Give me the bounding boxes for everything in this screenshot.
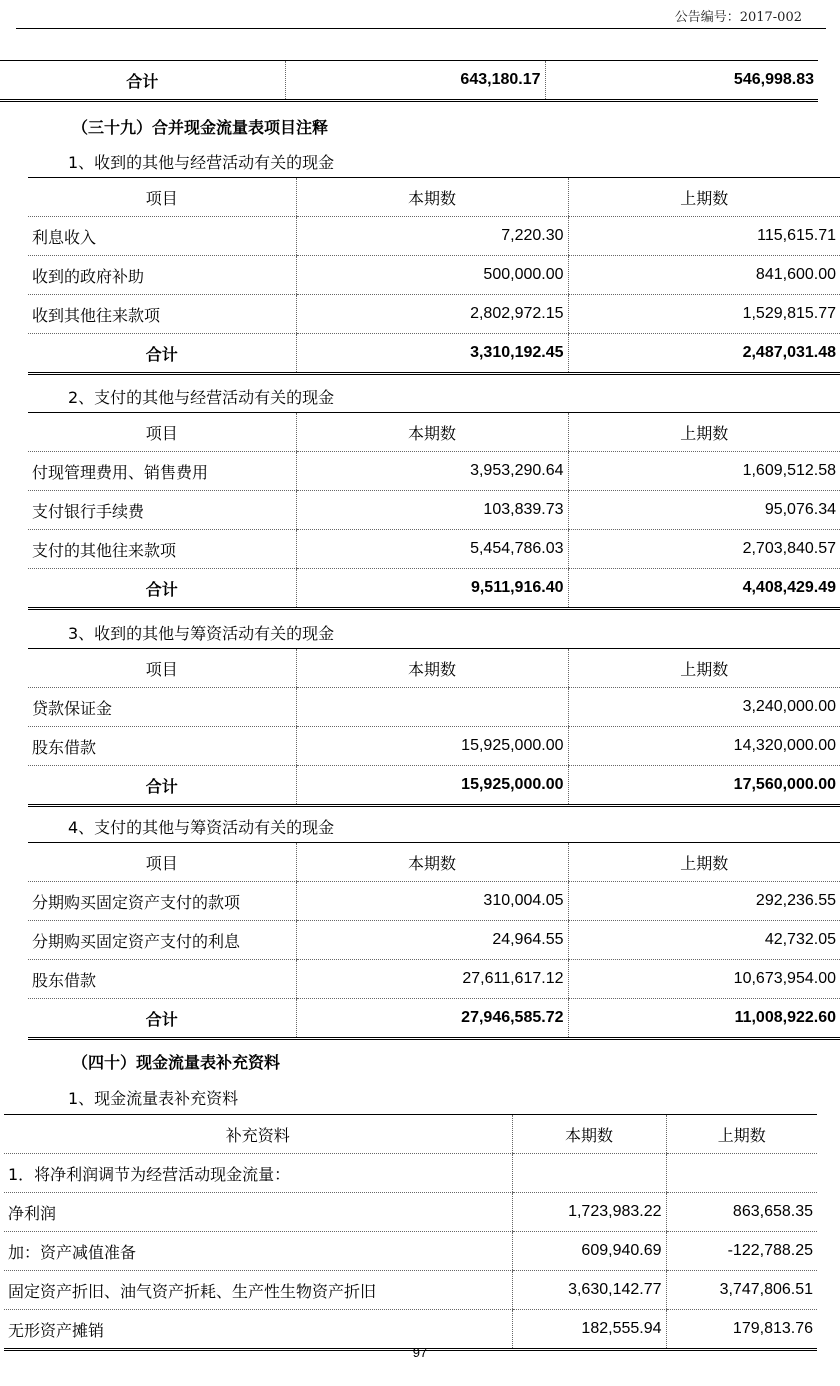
row-label: 无形资产摊销 [4,1310,512,1350]
table-row-total [28,766,840,806]
col-header-current: 本期数 [296,649,568,688]
row-current: 3,953,290.64 [296,452,568,491]
row-prior: 2,703,840.57 [568,530,840,569]
total-prior: 546,998.83 [545,61,818,101]
table-header-row [28,178,840,217]
col-header-item: 项目 [28,178,296,217]
table-row [28,530,840,569]
table-row [28,960,840,999]
table-header-row [4,1115,817,1154]
table-row-total [28,334,840,374]
row-prior: 1,529,815.77 [568,295,840,334]
table-header-row [28,843,840,882]
row-prior: 115,615.71 [568,217,840,256]
table-row [28,882,840,921]
total-label: 合计 [0,61,285,101]
row-label: 分期购买固定资产支付的款项 [28,882,296,921]
row-prior: 3,240,000.00 [568,688,840,727]
row-prior: -122,788.25 [666,1232,817,1271]
table-row-total [28,999,840,1039]
row-label: 加：资产减值准备 [4,1232,512,1271]
row-current: 182,555.94 [512,1310,666,1350]
table-header-row [28,413,840,452]
table-financing-receipts [28,648,840,807]
total-prior: 17,560,000.00 [568,766,840,806]
table-row-total [28,569,840,609]
table-row [4,1193,817,1232]
row-prior: 841,600.00 [568,256,840,295]
section-39-title: （三十九）合并现金流量表项目注释 [72,118,329,137]
table-row [28,491,840,530]
row-prior: 95,076.34 [568,491,840,530]
table4-title: 4、支付的其他与筹资活动有关的现金 [68,818,335,837]
row-prior [666,1154,817,1193]
table2-title: 2、支付的其他与经营活动有关的现金 [68,388,335,407]
row-label: 收到的政府补助 [28,256,296,295]
total-prior: 4,408,429.49 [568,569,840,609]
total-prior: 11,008,922.60 [568,999,840,1039]
table-row [28,921,840,960]
row-current: 3,630,142.77 [512,1271,666,1310]
table-operating-payments [28,412,840,610]
row-label: 支付的其他往来款项 [28,530,296,569]
row-label: 净利润 [4,1193,512,1232]
row-prior: 1,609,512.58 [568,452,840,491]
col-header-current: 本期数 [296,843,568,882]
total-current: 15,925,000.00 [296,766,568,806]
total-label: 合计 [28,999,296,1039]
table3-title: 3、收到的其他与筹资活动有关的现金 [68,624,335,643]
row-current: 500,000.00 [296,256,568,295]
row-current: 1,723,983.22 [512,1193,666,1232]
row-prior: 292,236.55 [568,882,840,921]
table-row [28,688,840,727]
notice-number: 公告编号：2017-002 [674,10,802,25]
table-row [28,295,840,334]
total-current: 9,511,916.40 [296,569,568,609]
row-label: 分期购买固定资产支付的利息 [28,921,296,960]
table-row [28,217,840,256]
section-40-subtitle: 1、现金流量表补充资料 [68,1089,239,1108]
row-label: 贷款保证金 [28,688,296,727]
row-label: 固定资产折旧、油气资产折耗、生产性生物资产折旧 [4,1271,512,1310]
col-header-prior: 上期数 [568,843,840,882]
header-rule [16,28,826,29]
total-current: 27,946,585.72 [296,999,568,1039]
row-current: 24,964.55 [296,921,568,960]
row-prior: 179,813.76 [666,1310,817,1350]
table-row-total [0,61,818,101]
col-header-item: 项目 [28,413,296,452]
col-header-prior: 上期数 [568,649,840,688]
row-current: 7,220.30 [296,217,568,256]
row-current: 310,004.05 [296,882,568,921]
table-header-row [28,649,840,688]
total-prior: 2,487,031.48 [568,334,840,374]
row-prior: 863,658.35 [666,1193,817,1232]
col-header-prior: 上期数 [568,413,840,452]
col-header-item: 项目 [28,649,296,688]
row-current [296,688,568,727]
col-header-current: 本期数 [512,1115,666,1154]
page-number: 97 [412,1345,428,1360]
table-operating-receipts [28,177,840,375]
total-label: 合计 [28,334,296,374]
row-current: 609,940.69 [512,1232,666,1271]
table-financing-payments [28,842,840,1040]
row-label: 付现管理费用、销售费用 [28,452,296,491]
total-current: 3,310,192.45 [296,334,568,374]
total-label: 合计 [28,569,296,609]
total-current: 643,180.17 [285,61,545,101]
row-prior: 10,673,954.00 [568,960,840,999]
table-row [4,1232,817,1271]
row-current [512,1154,666,1193]
table-row [28,727,840,766]
table-cashflow-supplement [4,1114,817,1351]
row-current: 15,925,000.00 [296,727,568,766]
row-current: 5,454,786.03 [296,530,568,569]
col-header-current: 本期数 [296,413,568,452]
row-prior: 14,320,000.00 [568,727,840,766]
row-current: 103,839.73 [296,491,568,530]
col-header-prior: 上期数 [666,1115,817,1154]
col-header-item: 项目 [28,843,296,882]
table-row [4,1310,817,1350]
row-label: 股东借款 [28,727,296,766]
table-row [28,256,840,295]
total-label: 合计 [28,766,296,806]
table-row [4,1154,817,1193]
row-label: 股东借款 [28,960,296,999]
col-header-item: 补充资料 [4,1115,512,1154]
prior-table-total [0,60,818,102]
row-prior: 42,732.05 [568,921,840,960]
col-header-current: 本期数 [296,178,568,217]
row-label: 利息收入 [28,217,296,256]
section-40-title: （四十）现金流量表补充资料 [72,1053,281,1072]
col-header-prior: 上期数 [568,178,840,217]
table-row [4,1271,817,1310]
row-label: 支付银行手续费 [28,491,296,530]
table-row [28,452,840,491]
row-current: 27,611,617.12 [296,960,568,999]
row-label: 收到其他往来款项 [28,295,296,334]
row-label: 1．将净利润调节为经营活动现金流量： [4,1154,512,1193]
table1-title: 1、收到的其他与经营活动有关的现金 [68,153,335,172]
row-prior: 3,747,806.51 [666,1271,817,1310]
row-current: 2,802,972.15 [296,295,568,334]
